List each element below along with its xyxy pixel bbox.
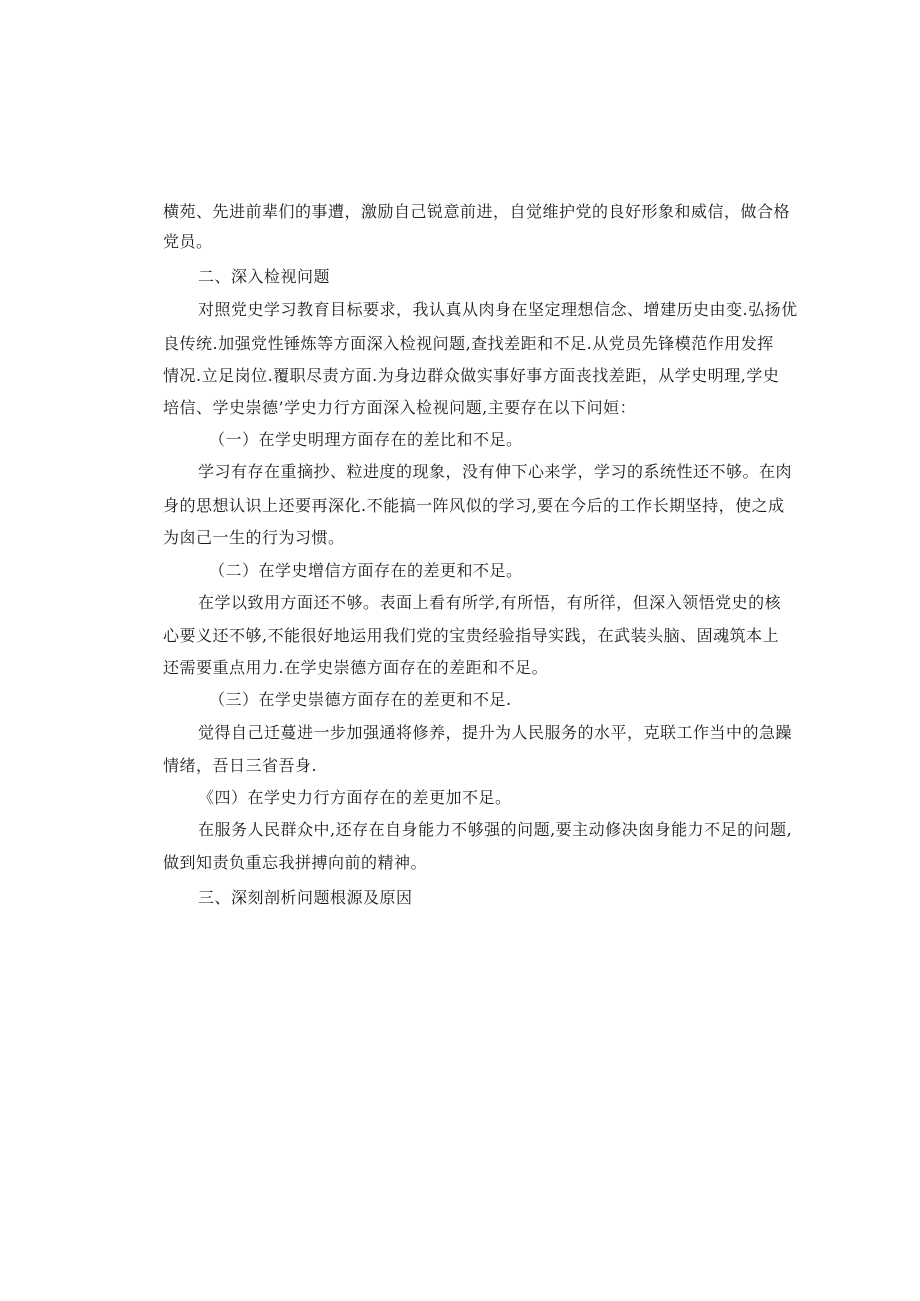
paragraph-line: 对照党史学习教育目标要求，我认真从肉身在坚定理想信念、增建历史由变.弘扬优 xyxy=(198,300,798,319)
subsection-heading: （三）在学史崇德方面存在的差更和不足. xyxy=(209,690,512,709)
paragraph-line: 培信、学史崇德’学史力行方面深入检视问题,主要存在以下问姮： xyxy=(163,398,637,417)
subsection-heading: （一）在学史明理方面存在的差比和不足。 xyxy=(209,430,523,449)
paragraph-line: 在服务人民群众中,还存在自身能力不够强的问题,要主动修决囱身能力不足的问题, xyxy=(198,820,793,839)
paragraph-line: 横苑、先进前辈们的事遭，激励自己锐意前进，自觉维护党的良好形象和威信，做合格 xyxy=(163,202,791,221)
paragraph-line: 情况.立足岗位.覆职尽责方面.为身边群众做实事好事方面丧找差距，从学史明理,学史 xyxy=(163,366,780,385)
paragraph-line: 在学以致用方面还不够。表面上看有所学,有所悟，有所徉，但深入领悟党史的核 xyxy=(198,593,782,612)
subsection-heading: （二）在学史增信方面存在的差更和不足。 xyxy=(209,561,523,580)
paragraph-line: 情绪，吾日三省吾身. xyxy=(163,756,318,775)
paragraph-line: 还需要重点用力.在学史崇德方面存在的差距和不足。 xyxy=(163,658,549,677)
paragraph-line: 身的思想认识上还要再深化.不能搞一阵风似的学习,要在今后的工作长期坚持，使之成 xyxy=(163,496,785,515)
section-heading: 三、深刻剖析问题根源及原因 xyxy=(198,888,413,907)
paragraph-line: 良传统.加强党性锤炼等方面深入检视问题,查找差距和不足.从党员先锋模范作用发挥 xyxy=(163,334,774,353)
paragraph-line: 学习有存在重摘抄、粒进度的现象，没有伸下心来学，学习的系统性还不够。在肉 xyxy=(198,462,793,481)
paragraph-line: 觉得自己迁蔓进一步加强通将修养，提升为人民服务的水平，克联工作当中的急躁 xyxy=(198,723,793,742)
paragraph-line: 做到知责负重忘我拼搏向前的精神。 xyxy=(163,853,428,872)
paragraph-line: 心要义还不够,不能很好地运用我们党的宝贵经验指导实践，在武装头脑、固魂筑本上 xyxy=(163,626,780,645)
paragraph-line: 党员。 xyxy=(163,232,213,251)
section-heading: 二、深入检视问题 xyxy=(198,267,331,286)
paragraph-line: 为囱己一生的行为习惯。 xyxy=(163,528,345,547)
subsection-heading: 《四）在学史力行方面存在的差更加不足。 xyxy=(198,788,512,807)
